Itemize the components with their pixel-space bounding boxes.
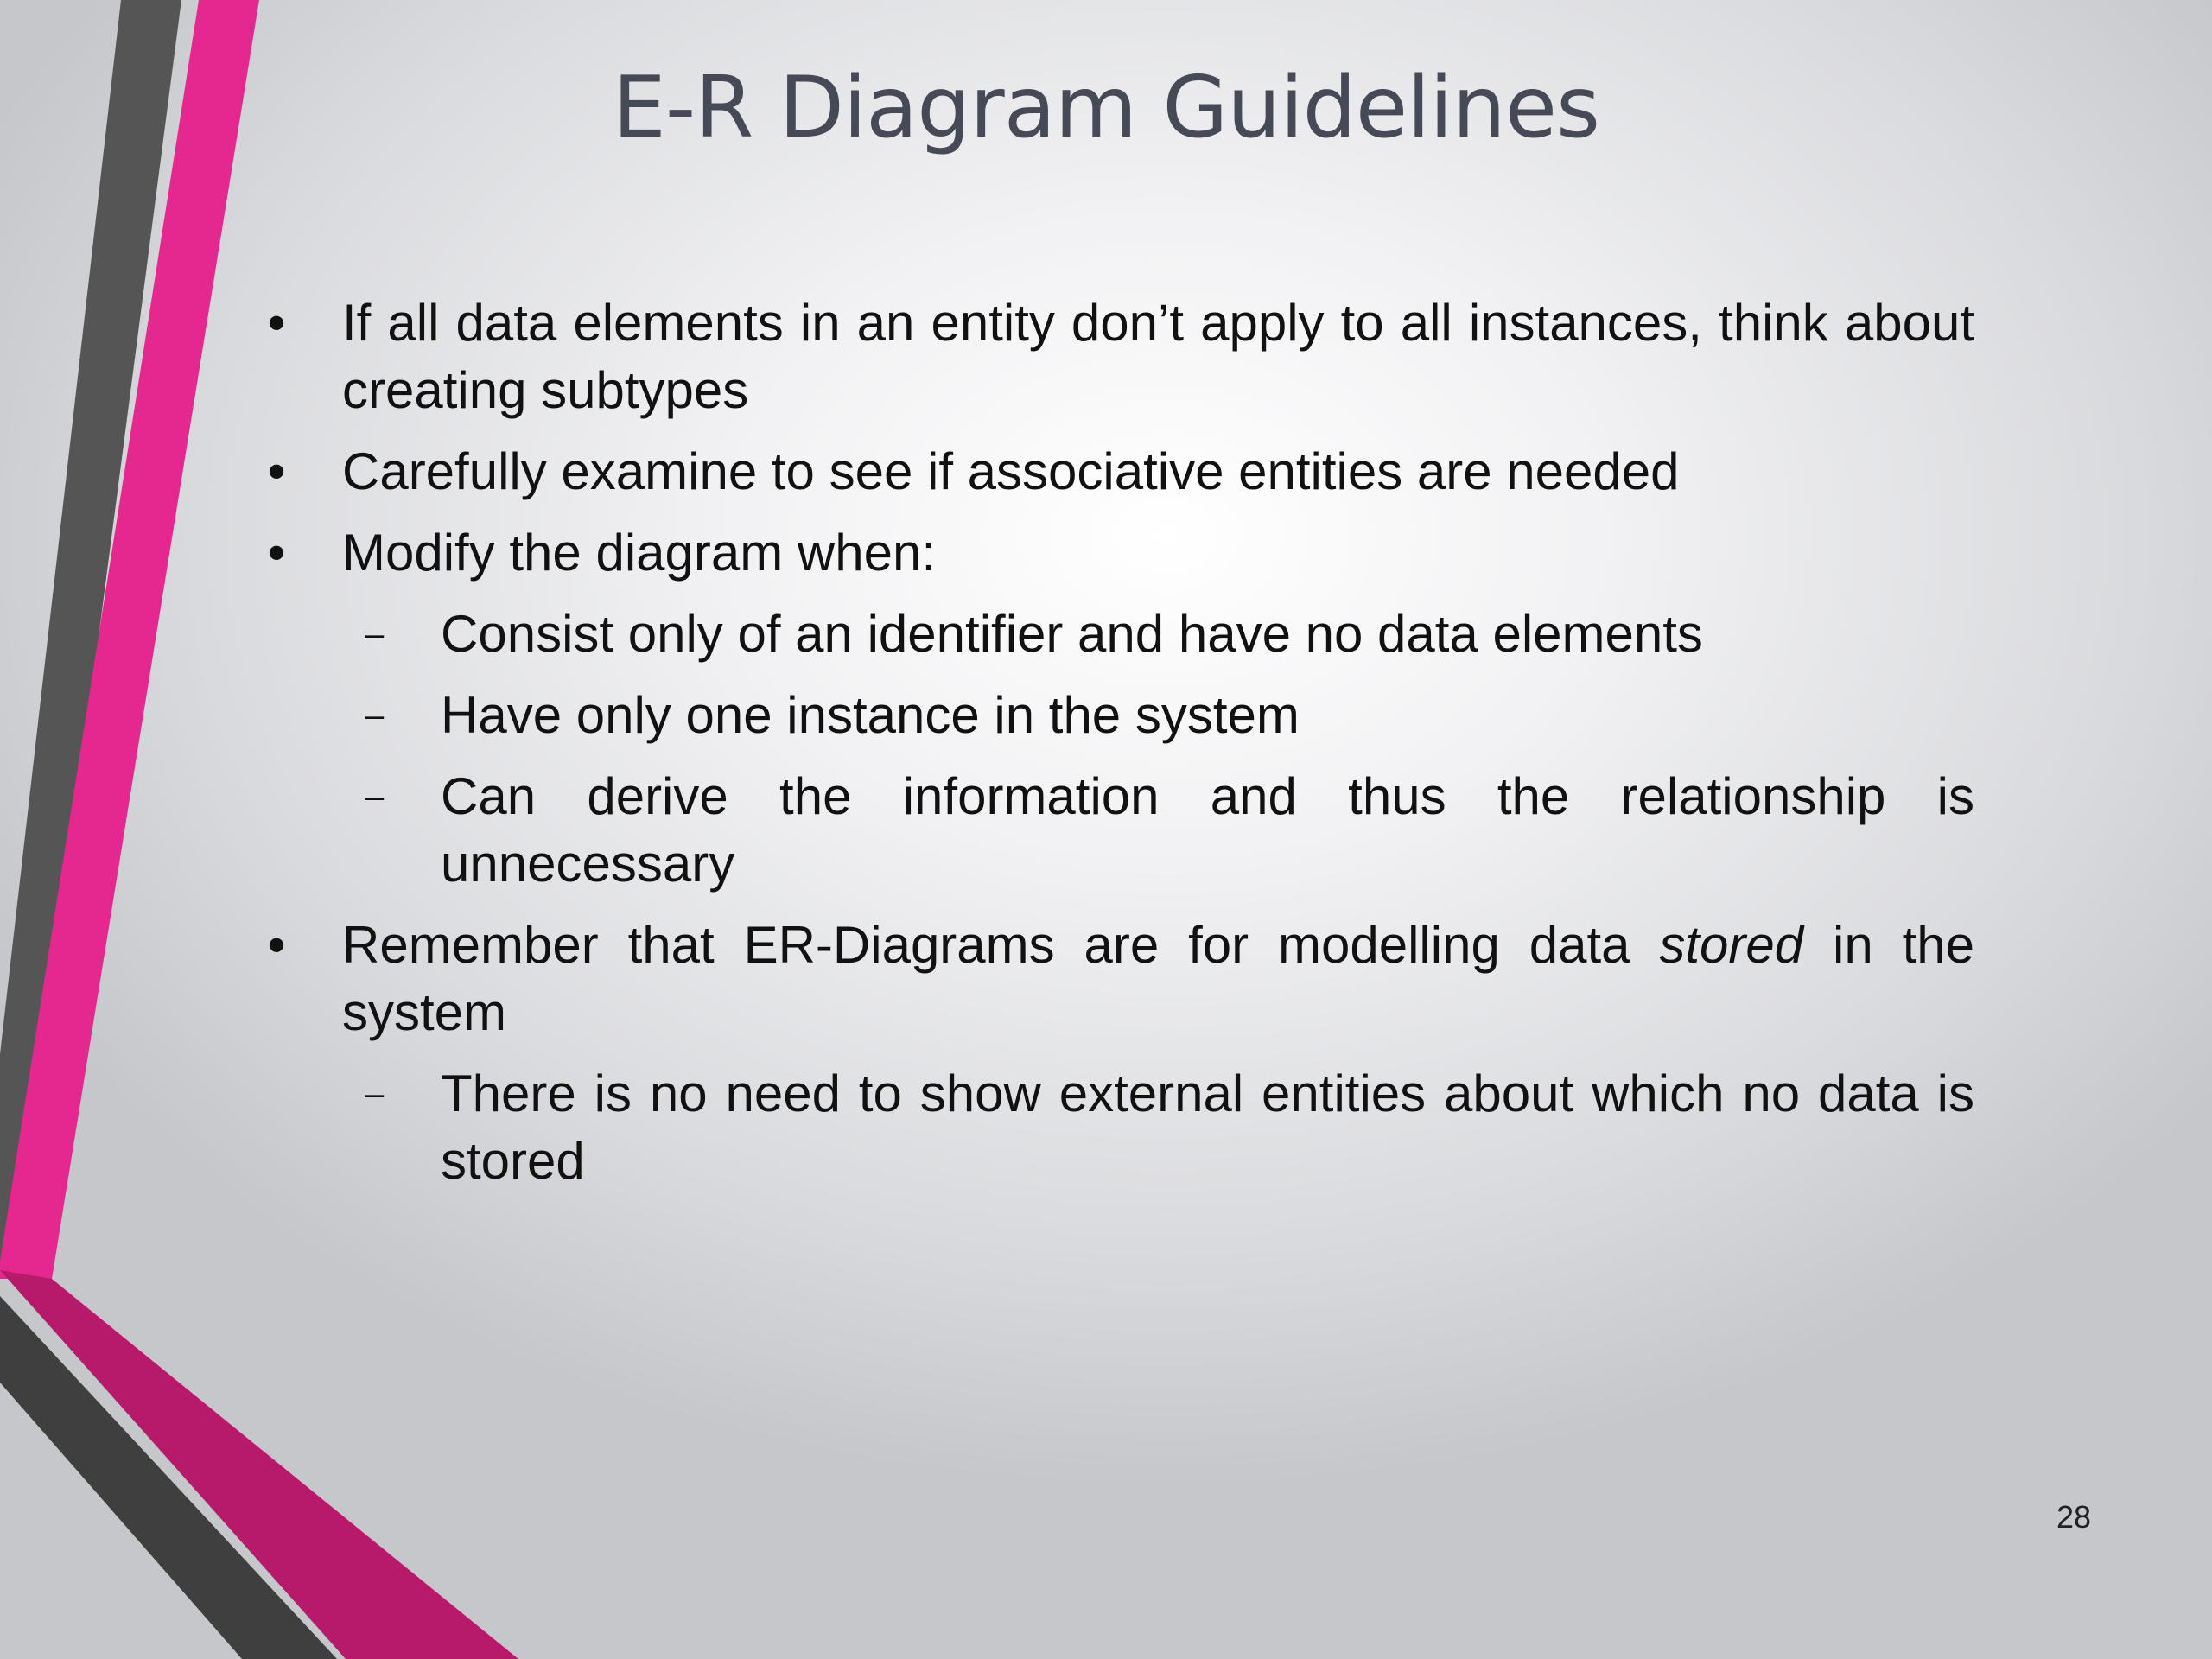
- dash-marker: –: [365, 1075, 385, 1113]
- bullet-marker: •: [267, 442, 286, 500]
- bullet-text: Carefully examine to see if associative entities are needed: [342, 442, 1680, 500]
- sub-bullet-item: [259, 601, 1974, 668]
- sub-bullet-item: [259, 1060, 1974, 1195]
- emphasis-text: stored: [1659, 916, 1804, 974]
- bullet-text: [342, 916, 1974, 1041]
- bullet-item: [259, 289, 1974, 424]
- bullet-text-before: Remember that ER-Diagrams are for modelling data: [342, 916, 1660, 974]
- sub-bullet-text: Can derive the information and thus the relationship is unnecessary: [441, 767, 1974, 893]
- bullet-item: [259, 519, 1974, 587]
- sub-bullet-text: Consist only of an identifier and have no data elements: [441, 605, 1703, 663]
- bullet-item: [259, 912, 1974, 1046]
- sub-bullet-text: Have only one instance in the system: [441, 686, 1300, 744]
- page-number: 28: [2056, 1499, 2091, 1535]
- bullet-list: [259, 289, 1974, 1209]
- sub-bullet-item: [259, 763, 1974, 898]
- bullet-marker: •: [267, 916, 286, 974]
- dash-marker: –: [365, 696, 385, 734]
- bullet-marker: •: [267, 294, 286, 352]
- bullet-item: [259, 438, 1974, 505]
- bullet-text: If all data elements in an entity don’t apply to all instances, think about creating subtypes: [342, 294, 1974, 419]
- dash-marker: –: [365, 615, 385, 653]
- sub-bullet-text: There is no need to show external entities about which no data is stored: [441, 1065, 1974, 1190]
- dash-marker: –: [365, 778, 385, 816]
- bullet-marker: •: [267, 524, 286, 582]
- bullet-text-after: in the system: [342, 916, 1975, 1041]
- bullet-text: Modify the diagram when:: [342, 524, 937, 582]
- slide-title: E-R Diagram Guidelines: [612, 59, 1600, 157]
- sub-bullet-item: [259, 682, 1974, 749]
